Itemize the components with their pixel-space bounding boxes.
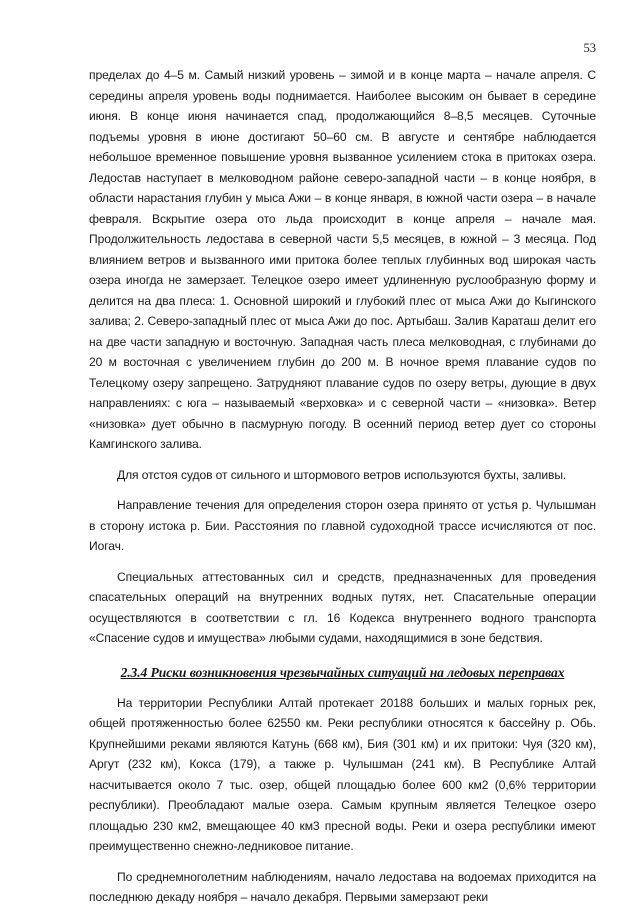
paragraph-current-direction: Направление течения для определения сторон озера принято от устья р. Чулышман в сторону истока р. Бии. Расстояния по главной судоходной трассе исчисляются от пос. Иогач. [89, 498, 596, 553]
paragraph-lake-regime: пределах до 4–5 м. Самый низкий уровень – зимой и в конце марта – начале апреля. С середины апреля уровень воды поднимается. Наиболее высоким он бывает в середине июня. В конце июня начинается спад, продолжающийся 8–8,5 месяцев. Суточные подъемы уровня в июне достигают 50–60 см. В августе и сентябре наблюдается небольшое временное повышение уровня вызванное усилением стока в притоках озера. Ледостав наступает в мелководном районе северо-западной части – в конце ноября, в области нарастания глубин у мыса Ажи – в конце января, в южной части озера – в начале февраля. Вскрытие озера ото льда происходит в конце апреля – начале мая. Продолжительность ледостава в северной части 5,5 месяцев, в южной – 3 месяца. Под влиянием ветров и вызванного ими притока более теплых глубинных вод широкая часть озера иногда не замерзает. Телецкое озеро имеет удлиненную руслообразную форму и делится на два плеса: 1. Основной широкий и глубокий плес от мыса Ажи до Кыгинского залива; 2. Северо-западный плес от мыса Ажи до пос. Артыбаш. Залив Караташ делит его на две части западную и восточную. Западная часть плеса мелководная, с глубинами до 20 м восточная с увеличением глубин до 200 м. В ночное время плавание судов по Телецкому озеру запрещено. Затрудняют плавание судов по озеру ветры, дующие в двух направлениях: с юга – называемый «верховка» и с северной части – «низовка». Ветер «низовка» дует обычно в пасмурную погоду. В осенний период ветер дует со стороны Камгинского залива. [89, 68, 596, 451]
paragraph-rivers-lakes: На территории Республики Алтай протекает 20188 больших и малых горных рек, общей протяженностью более 62550 км. Реки республики относятся к бассейну р. Обь. Крупнейшими реками являются Катунь (668 км), Бия (301 км) и их притоки: Чуя (320 км), Аргут (232 км), Кокса (179), а также р. Чулышман (241 км). В Республике Алтай насчитывается около 7 тыс. озер, общей площадью более 600 км2 (0,6% территории республики). Преобладают малые озера. Самым крупным является Телецкое озеро площадью 230 км2, вмещающее 40 км3 пресной воды. Реки и озера республики имеют преимущественно снежно-ледниковое питание. [89, 695, 596, 853]
page-number: 53 [583, 41, 596, 55]
document-body [89, 65, 596, 908]
section-heading: 2.3.4 Риски возникновения чрезвычайных ситуаций на ледовых переправах [120, 664, 565, 680]
paragraph-freeze-onset: По среднемноголетним наблюдениям, начало ледостава на водоемах приходится на последнюю декаду ноября – начало декабря. Первыми замерзают реки [89, 869, 596, 904]
paragraph-rescue-operations: Специальных аттестованных сил и средств, предназначенных для проведения спасательных операций на внутренних водных путях, нет. Спасательные операции осуществляются в соответствии с гл. 16 Кодекса внутреннего водного транспорта «Спасение судов и имущества» любыми судами, находящимися в зоне бедствия. [89, 569, 596, 645]
paragraph-shelter-bays: Для отстоя судов от сильного и штормового ветров используются бухты, заливы. [117, 467, 567, 482]
